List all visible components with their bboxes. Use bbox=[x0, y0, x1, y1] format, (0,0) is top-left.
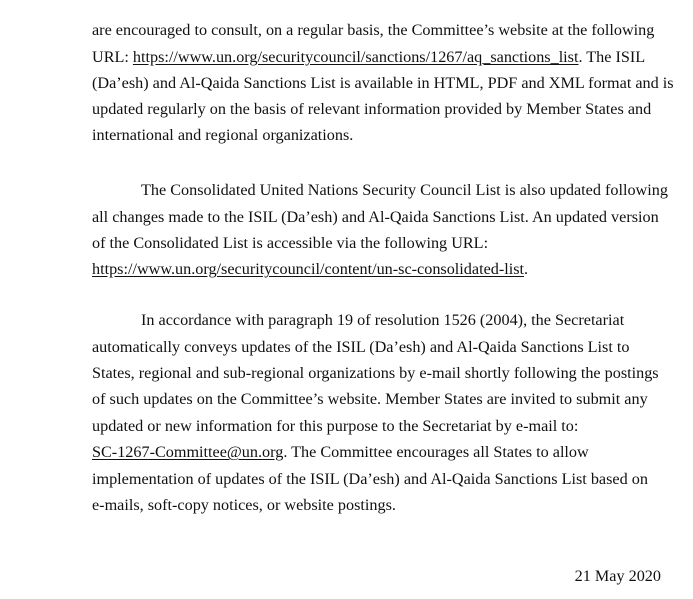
sanctions-list-link[interactable]: https://www.un.org/securitycouncil/sanctions/1267/aq_sanctions_list bbox=[132, 48, 579, 66]
paragraph-1-line-5: international and regional organizations. bbox=[92, 126, 354, 144]
paragraph-1-line-2 bbox=[92, 47, 645, 67]
url-label: URL: bbox=[92, 48, 133, 66]
paragraph-1-line-2-suffix: . The ISIL bbox=[578, 48, 646, 66]
paragraph-3-line-4: of such updates on the Committee’s website. Member States are invited to submit any bbox=[92, 390, 648, 408]
paragraph-2-line-3: of the Consolidated List is accessible via the following URL: bbox=[92, 234, 489, 252]
paragraph-3-line-3: States, regional and sub-regional organizations by e-mail shortly following the postings bbox=[92, 364, 659, 382]
paragraph-3-line-5: updated or new information for this purpose to the Secretariat by e-mail to: bbox=[92, 417, 579, 435]
paragraph-2-line-1: The Consolidated United Nations Security Council List is also updated following bbox=[141, 181, 668, 199]
paragraph-1-line-1: are encouraged to consult, on a regular basis, the Committee’s website at the following bbox=[92, 21, 655, 39]
paragraph-3-line-6 bbox=[92, 442, 589, 462]
paragraph-2-line-2: all changes made to the ISIL (Da’esh) and Al-Qaida Sanctions List. An updated version bbox=[92, 208, 659, 226]
paragraph-3-line-6-suffix: . The Committee encourages all States to allow bbox=[283, 443, 589, 461]
paragraph-1-line-3: (Da’esh) and Al-Qaida Sanctions List is available in HTML, PDF and XML format and is bbox=[92, 74, 674, 92]
consolidated-list-link[interactable]: https://www.un.org/securitycouncil/content/un-sc-consolidated-list bbox=[92, 260, 525, 278]
committee-email-link[interactable]: SC-1267-Committee@un.org bbox=[92, 443, 284, 461]
paragraph-2-line-4 bbox=[92, 259, 528, 279]
paragraph-2-line-4-suffix: . bbox=[524, 260, 529, 278]
document-date: 21 May 2020 bbox=[574, 567, 661, 585]
paragraph-1-line-4: updated regularly on the basis of relevant information provided by Member States and bbox=[92, 100, 652, 118]
paragraph-3-line-8: e-mails, soft-copy notices, or website postings. bbox=[92, 496, 396, 514]
paragraph-3-line-7: implementation of updates of the ISIL (Da’esh) and Al-Qaida Sanctions List based on bbox=[92, 470, 648, 488]
paragraph-3-line-1: In accordance with paragraph 19 of resolution 1526 (2004), the Secretariat bbox=[141, 311, 625, 329]
paragraph-3-line-2: automatically conveys updates of the ISIL (Da’esh) and Al-Qaida Sanctions List to bbox=[92, 338, 630, 356]
